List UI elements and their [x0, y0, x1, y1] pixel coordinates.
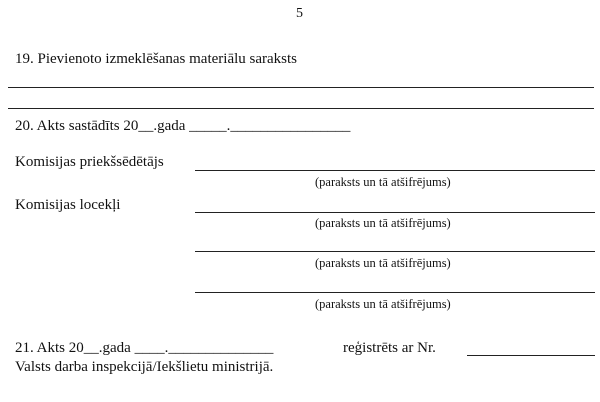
member-3-signature-line	[195, 292, 595, 293]
section-19-heading: 19. Pievienoto izmeklēšanas materiālu saraksts	[15, 51, 298, 67]
chair-signature-line	[195, 170, 595, 171]
commission-members-label: Komisijas locekļi	[15, 197, 121, 213]
chair-signature-note: (paraksts un tā atšifrējums)	[315, 175, 451, 189]
section-21-registered-label: reģistrēts ar Nr.	[343, 340, 436, 356]
section-21-date-line: 21. Akts 20__.gada ____.______________	[15, 340, 274, 356]
member-3-signature-note: (paraksts un tā atšifrējums)	[315, 297, 451, 311]
page-number: 5	[296, 6, 303, 21]
member-2-signature-line	[195, 251, 595, 252]
commission-chair-label: Komisijas priekšsēdētājs	[15, 154, 164, 170]
materials-line-1	[8, 87, 594, 88]
member-1-signature-line	[195, 212, 595, 213]
section-21-institution: Valsts darba inspekcijā/Iekšlietu ministrijā.	[15, 359, 274, 375]
member-2-signature-note: (paraksts un tā atšifrējums)	[315, 256, 451, 270]
section-20-text: 20. Akts sastādīts 20__.gada _____.________________	[15, 118, 351, 134]
materials-line-2	[8, 108, 594, 109]
registration-number-line	[467, 355, 595, 356]
member-1-signature-note: (paraksts un tā atšifrējums)	[315, 216, 451, 230]
